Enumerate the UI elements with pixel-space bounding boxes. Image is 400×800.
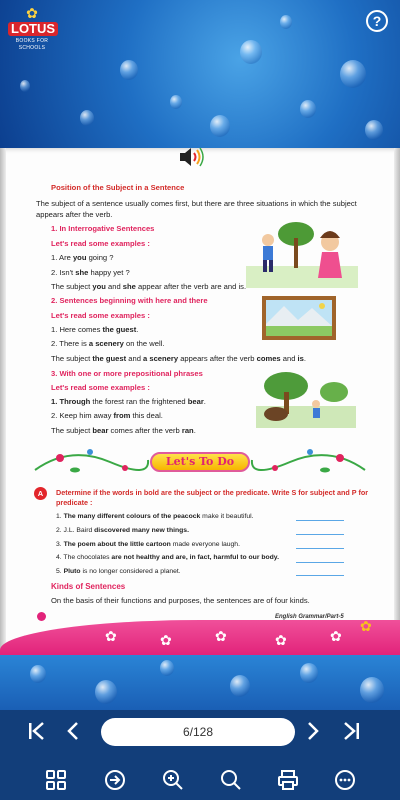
- answer-line-5[interactable]: [296, 575, 344, 576]
- example-2-2: 2. There is a scenery on the well.: [51, 339, 165, 348]
- subsection-title-2: 2. Sentences beginning with here and there: [51, 296, 208, 305]
- page-number-badge: [37, 612, 46, 621]
- print-icon[interactable]: [276, 768, 300, 792]
- example-2-1: 1. Here comes the guest.: [51, 325, 139, 334]
- exercise-item-1: 1. The many different colours of the peacock make it beautiful.: [56, 513, 254, 520]
- framed-scenery-illustration: [262, 296, 336, 340]
- subsection-title-1: 1. In Interrogative Sentences: [51, 224, 155, 233]
- exercise-letter-badge: A: [34, 487, 47, 500]
- flower-decoration-icon: ✿: [330, 628, 342, 644]
- examples-label-3: Let's read some examples :: [51, 383, 150, 392]
- examples-label-2: Let's read some examples :: [51, 311, 150, 320]
- grid-view-icon[interactable]: [44, 768, 68, 792]
- lotus-flower-icon: ✿: [26, 5, 38, 21]
- intro-paragraph: The subject of a sentence usually comes first, but there are three situations in which the subject appears after the verb.: [36, 199, 357, 219]
- logo-text: LOTUS: [8, 22, 58, 36]
- flower-decoration-icon: ✿: [215, 628, 227, 644]
- exercise-instruction: Determine if the words in bold are the subject or the predicate. Write S for subject and P for predicate :: [56, 488, 369, 507]
- skip-to-last-icon[interactable]: [340, 719, 362, 743]
- lotus-logo: [8, 5, 56, 51]
- skip-to-first-icon[interactable]: [26, 719, 48, 743]
- zoom-in-icon[interactable]: [161, 768, 185, 792]
- chevron-right-icon[interactable]: [304, 719, 322, 743]
- flower-decoration-icon: ✿: [160, 632, 172, 648]
- exercise-item-4: 4. The chocolates are not healthy and are, in fact, harmful to our body.: [56, 554, 279, 561]
- answer-line-2[interactable]: [296, 534, 344, 535]
- summary-1: The subject you and she appear after the verb are and is.: [51, 282, 247, 291]
- section-heading: Position of the Subject in a Sentence: [51, 183, 185, 192]
- water-background-top: [0, 0, 400, 148]
- subsection-title-3: 3. With one or more prepositional phrases: [51, 369, 203, 378]
- example-1-2: 2. Isn't she happy yet ?: [51, 268, 130, 277]
- help-button[interactable]: [366, 10, 388, 32]
- page-spine-right: [394, 148, 400, 655]
- answer-line-3[interactable]: [296, 548, 344, 549]
- answer-line-1[interactable]: [296, 520, 344, 521]
- question-mark-circle-icon: ?: [372, 13, 382, 29]
- flower-decoration-icon: ✿: [105, 628, 117, 644]
- children-illustration: [246, 216, 358, 288]
- logo-tagline: BOOKS FOR SCHOOLS: [15, 38, 49, 51]
- examples-label-1: Let's read some examples :: [51, 239, 150, 248]
- example-1-1: 1. Are you going ?: [51, 253, 114, 262]
- summary-3: The subject bear comes after the verb ran.: [51, 426, 196, 435]
- kinds-heading: Kinds of Sentences: [51, 582, 126, 591]
- page-indicator[interactable]: 6/128: [101, 718, 295, 746]
- search-icon[interactable]: [219, 768, 243, 792]
- forest-bear-illustration: [256, 370, 356, 428]
- page-spine-left: [0, 148, 6, 655]
- chevron-left-icon[interactable]: [64, 719, 82, 743]
- exercise-item-5: 5. Pluto is no longer considered a planet.: [56, 568, 181, 575]
- lets-to-do-title: Let's To Do: [150, 452, 250, 472]
- yellow-flower-decoration-icon: ✿: [360, 618, 372, 634]
- exercise-item-2: 2. J.L. Baird discovered many new things.: [56, 527, 189, 534]
- go-to-page-icon[interactable]: [103, 768, 127, 792]
- more-options-icon[interactable]: [333, 768, 357, 792]
- water-background-bottom: [0, 655, 400, 710]
- example-3-1: 1. Through the forest ran the frightened bear.: [51, 397, 206, 406]
- flower-decoration-icon: ✿: [275, 632, 287, 648]
- footer-label: English Grammar/Part-5: [275, 614, 344, 620]
- kinds-text: On the basis of their functions and purposes, the sentences are of four kinds.: [51, 596, 310, 605]
- answer-line-4[interactable]: [296, 562, 344, 563]
- summary-2: The subject the guest and a scenery appears after the verb comes and is.: [51, 354, 307, 363]
- exercise-item-3: 3. The poem about the little cartoon made everyone laugh.: [56, 541, 240, 548]
- speaker-audio-icon[interactable]: [178, 146, 204, 168]
- example-3-2: 2. Keep him away from this deal.: [51, 411, 163, 420]
